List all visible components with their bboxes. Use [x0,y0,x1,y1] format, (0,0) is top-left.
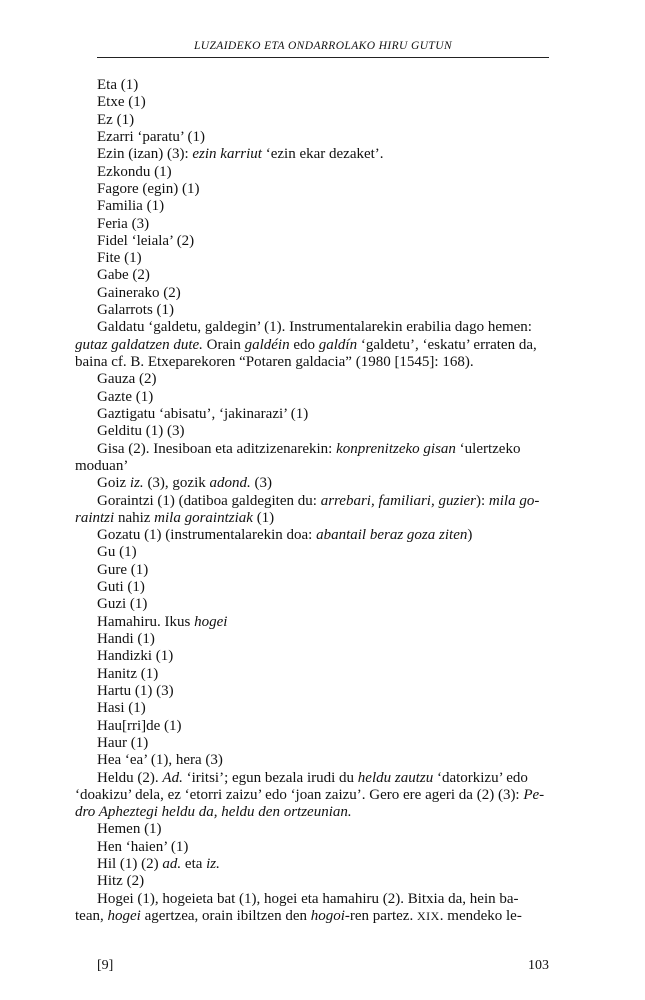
galdatu-line-2: gutaz galdatzen dute. Orain galdéin edo galdín ‘galdetu’, ‘eskatu’ erraten da, [75,336,537,353]
running-header: LUZAIDEKO ETA ONDARROLAKO HIRU GUTUN [193,40,453,52]
entry-gabe: Gabe (2) [97,267,150,284]
entry-galarrots: Galarrots (1) [97,302,175,319]
entry-handizki: Handizki (1) [97,648,174,665]
entry-haur: Haur (1) [97,734,149,751]
entry-ezarri: Ezarri ‘paratu’ (1) [97,128,205,145]
entry-hamahiru: Hamahiru. Ikus hogei [97,613,228,630]
entry-gu: Gu (1) [97,544,137,561]
entry-haurride: Hau[rri]de (1) [97,717,182,734]
entry-gure: Gure (1) [97,561,149,578]
entry-hea: Hea ‘ea’ (1), hera (3) [97,752,223,769]
entry-fite: Fite (1) [97,250,142,267]
entry-hogei: Hogei (1), hogeieta bat (1), hogei eta hamahiru (2). Bitxia da, hein ba- [97,890,519,907]
entry-hen: Hen ‘haien’ (1) [97,838,189,855]
goraintzi-line-2: raintzi nahiz mila goraintziak (1) [75,509,275,526]
entry-fagore: Fagore (egin) (1) [97,180,200,197]
glossary-body [75,77,549,925]
page-number: 103 [528,958,549,973]
heldu-line-2: ‘doakizu’ dela, ez ‘etorri zaizu’ edo ‘joan zaizu’. Gero ere ageri da (2) (3): Pe- [75,786,545,803]
entry-ezin: Ezin (izan) (3): ezin karriut ‘ezin ekar dezaket’. [97,146,384,163]
entry-goiz: Goiz iz. (3), gozik adond. (3) [97,475,273,492]
entry-etxe: Etxe (1) [97,94,146,111]
entry-familia: Familia (1) [97,198,165,215]
entry-eta: Eta (1) [97,77,139,93]
entry-goraintzi: Goraintzi (1) (datiboa galdegiten du: arrebari, familiari, guzier): mila go- [97,492,540,509]
entry-fidel: Fidel ‘leiala’ (2) [97,232,195,249]
galdatu-line-3: baina cf. B. Etxeparekoren “Potaren galdacia” (1980 [1545]: 168). [75,354,474,370]
entry-gauza: Gauza (2) [97,371,157,388]
hogei-line-2: tean, hogei agertzea, orain ibiltzen den hogoi-ren partez. XIX. mendeko le- [75,908,522,924]
entry-guzi: Guzi (1) [97,596,148,613]
entry-hitz: Hitz (2) [97,873,145,890]
entry-handi: Handi (1) [97,631,155,647]
entry-gainerako: Gainerako (2) [97,284,181,301]
entry-galdatu [0,319,549,336]
entry-ez: Ez (1) [97,111,135,128]
entry-ezkondu: Ezkondu (1) [97,163,172,180]
entry-hemen: Hemen (1) [97,821,162,838]
heldu-line-3: dro Apheztegi heldu da, heldu den ortzeunian. [75,804,352,821]
entry-feria: Feria (3) [97,215,150,232]
footer-section-number: [9] [97,958,114,973]
header-rule [97,57,549,58]
entry-hasi: Hasi (1) [97,700,146,717]
entry-gelditu: Gelditu (1) (3) [97,423,185,440]
entry-hil: Hil (1) (2) ad. eta iz. [97,856,220,873]
galdatu-line-1: Galdatu ‘galdetu, galdegin’ (1). Instrumentalarekin erabilia dago hemen: [97,319,532,336]
entry-hanitz: Hanitz (1) [97,665,159,682]
gisa-line-2: moduan’ [75,457,129,474]
entry-hartu: Hartu (1) (3) [97,682,174,699]
entry-heldu: Heldu (2). Ad. ‘iritsi’; egun bezala irudi du heldu zautzu ‘datorkizu’ edo [97,769,528,786]
entry-gazte: Gazte (1) [97,388,154,405]
entry-gozatu: Gozatu (1) (instrumentalarekin doa: abantail beraz goza ziten) [97,527,473,544]
entry-guti: Guti (1) [97,579,145,596]
entry-gisa: Gisa (2). Inesiboan eta aditzizenarekin: konprenitzeko gisan ‘ulertzeko [97,440,521,457]
entry-gaztigatu: Gaztigatu ‘abisatu’, ‘jakinarazi’ (1) [97,405,309,422]
